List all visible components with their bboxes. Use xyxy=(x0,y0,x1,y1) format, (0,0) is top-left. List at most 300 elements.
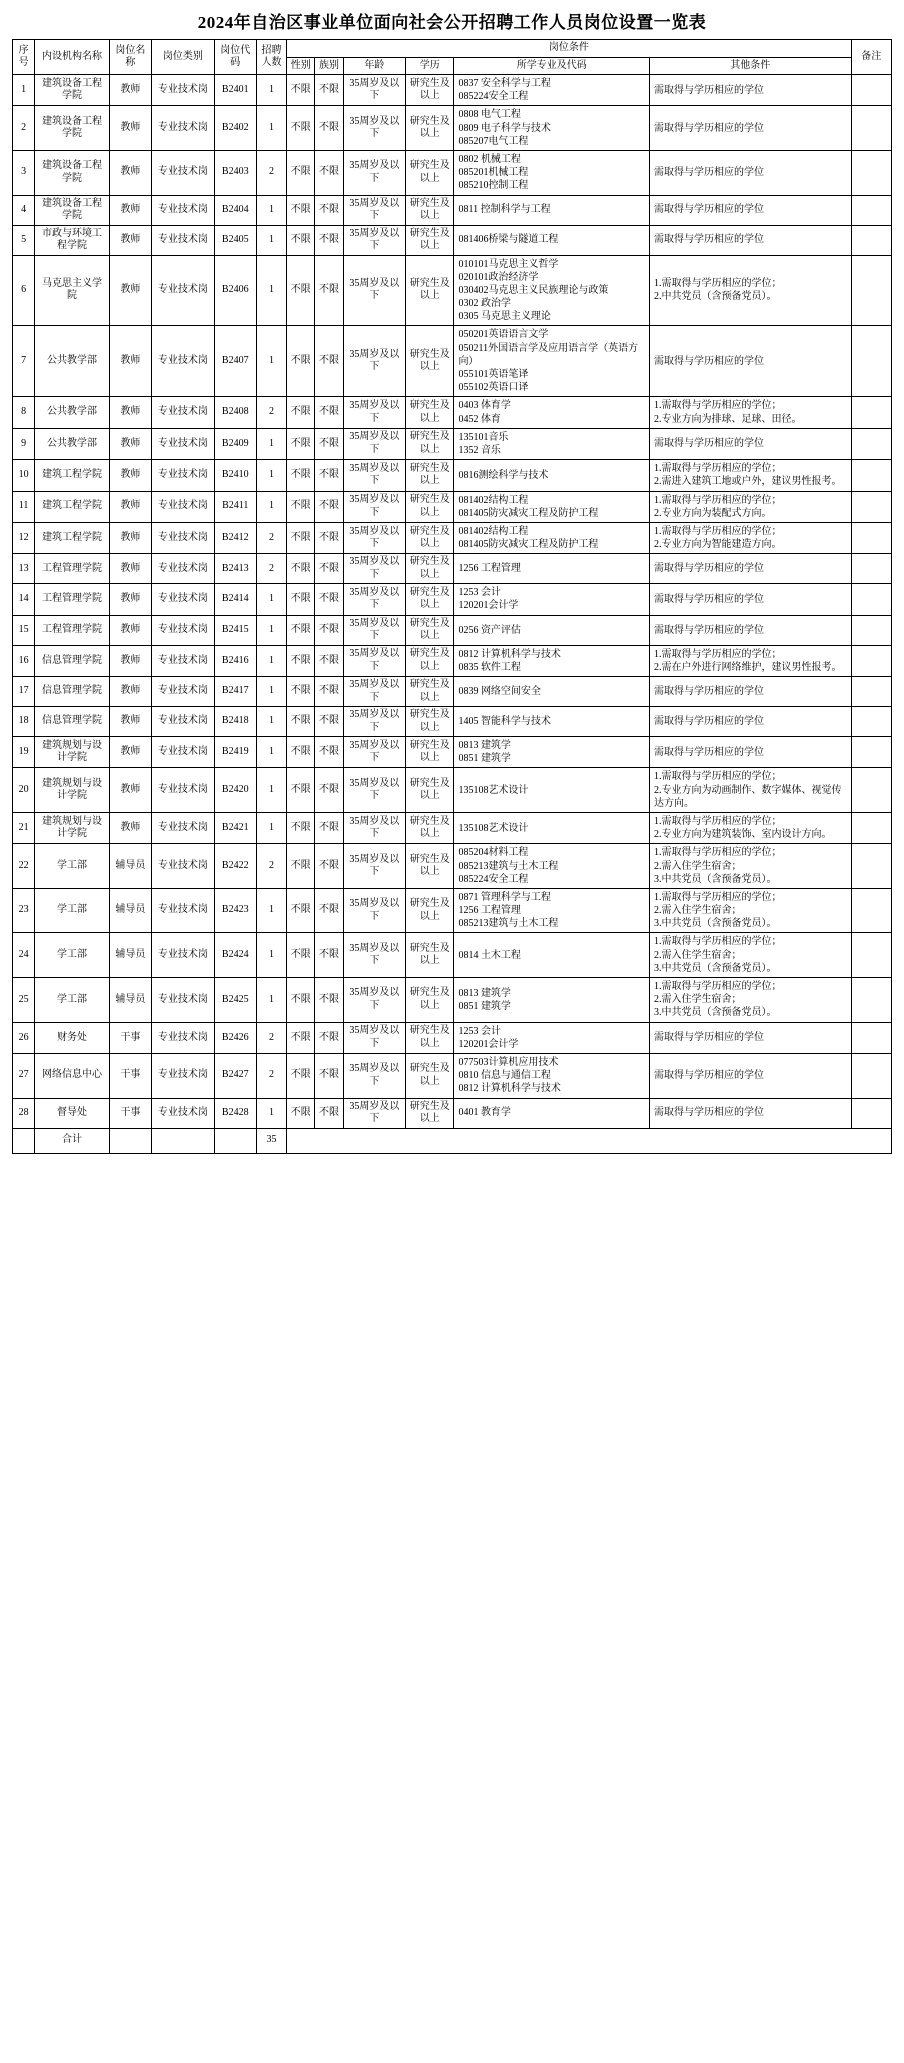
cell-sex: 不限 xyxy=(287,195,315,225)
cell-education: 研究生及以上 xyxy=(406,677,454,707)
cell-age: 35周岁及以下 xyxy=(343,75,405,106)
cell-post-code: B2425 xyxy=(214,978,256,1023)
cell-nation: 不限 xyxy=(315,75,343,106)
cell-recruit-num: 2 xyxy=(256,844,286,889)
cell-nation: 不限 xyxy=(315,645,343,676)
cell-other: 1.需取得与学历相应的学位； 2.专业方向为建筑装饰、室内设计方向。 xyxy=(649,812,851,843)
cell-post-type: 专业技术岗 xyxy=(152,812,214,843)
cell-org: 公共教学部 xyxy=(35,428,110,459)
cell-post-name: 教师 xyxy=(109,768,151,813)
cell-education: 研究生及以上 xyxy=(406,554,454,584)
cell-org: 建筑工程学院 xyxy=(35,522,110,553)
cell-other: 1.需取得与学历相应的学位； 2.专业方向为动画制作、数字媒体、视觉传达方向。 xyxy=(649,768,851,813)
cell-major: 081406桥梁与隧道工程 xyxy=(454,225,650,255)
col-post-type: 岗位类别 xyxy=(152,40,214,75)
cell-seq: 5 xyxy=(13,225,35,255)
cell-other: 需取得与学历相应的学位 xyxy=(649,707,851,737)
cell-post-type: 专业技术岗 xyxy=(152,615,214,645)
cell-other: 需取得与学历相应的学位 xyxy=(649,737,851,768)
cell-major: 1256 工程管理 xyxy=(454,554,650,584)
cell-post-code: B2410 xyxy=(214,460,256,491)
cell-post-name: 教师 xyxy=(109,460,151,491)
cell-other: 需取得与学历相应的学位 xyxy=(649,195,851,225)
cell-nation: 不限 xyxy=(315,978,343,1023)
cell-remark xyxy=(851,888,891,933)
cell-post-name: 干事 xyxy=(109,1022,151,1053)
cell-post-type: 专业技术岗 xyxy=(152,677,214,707)
cell-post-name: 干事 xyxy=(109,1053,151,1098)
cell-sex: 不限 xyxy=(287,522,315,553)
table-row xyxy=(13,491,892,522)
cell-org: 建筑设备工程学院 xyxy=(35,195,110,225)
cell-post-code: B2420 xyxy=(214,768,256,813)
col-group-condition: 岗位条件 xyxy=(287,40,851,58)
cell-age: 35周岁及以下 xyxy=(343,768,405,813)
cell-org: 网络信息中心 xyxy=(35,1053,110,1098)
cell-post-type: 专业技术岗 xyxy=(152,1098,214,1128)
cell-recruit-num: 1 xyxy=(256,255,286,326)
cell-post-type: 专业技术岗 xyxy=(152,195,214,225)
cell-remark xyxy=(851,491,891,522)
cell-post-name: 教师 xyxy=(109,615,151,645)
cell-sex: 不限 xyxy=(287,428,315,459)
cell-org: 工程管理学院 xyxy=(35,584,110,615)
cell-sex: 不限 xyxy=(287,584,315,615)
cell-post-code: B2422 xyxy=(214,844,256,889)
cell-major: 085204材料工程 085213建筑与土木工程 085224安全工程 xyxy=(454,844,650,889)
cell-org: 信息管理学院 xyxy=(35,645,110,676)
cell-age: 35周岁及以下 xyxy=(343,225,405,255)
cell-education: 研究生及以上 xyxy=(406,812,454,843)
cell-nation: 不限 xyxy=(315,326,343,397)
cell-seq: 6 xyxy=(13,255,35,326)
cell-age: 35周岁及以下 xyxy=(343,255,405,326)
cell-age: 35周岁及以下 xyxy=(343,150,405,195)
cell-post-code: B2424 xyxy=(214,933,256,978)
cell-remark xyxy=(851,615,891,645)
cell-nation: 不限 xyxy=(315,677,343,707)
cell-remark xyxy=(851,707,891,737)
cell-age: 35周岁及以下 xyxy=(343,460,405,491)
cell-age: 35周岁及以下 xyxy=(343,615,405,645)
cell-recruit-num: 1 xyxy=(256,645,286,676)
col-sex: 性别 xyxy=(287,57,315,75)
cell-education: 研究生及以上 xyxy=(406,737,454,768)
cell-sex: 不限 xyxy=(287,225,315,255)
cell-education: 研究生及以上 xyxy=(406,844,454,889)
cell-other: 1.需取得与学历相应的学位； 2.需入住学生宿舍； 3.中共党员（含预备党员）。 xyxy=(649,844,851,889)
cell-remark xyxy=(851,428,891,459)
table-row xyxy=(13,615,892,645)
cell-recruit-num: 1 xyxy=(256,106,286,151)
cell-seq: 8 xyxy=(13,397,35,428)
cell-education: 研究生及以上 xyxy=(406,1022,454,1053)
cell-post-type: 专业技术岗 xyxy=(152,255,214,326)
cell-nation: 不限 xyxy=(315,1053,343,1098)
cell-nation: 不限 xyxy=(315,1022,343,1053)
cell-post-type: 专业技术岗 xyxy=(152,888,214,933)
cell-nation: 不限 xyxy=(315,888,343,933)
header-group-row xyxy=(13,40,892,58)
cell-seq: 24 xyxy=(13,933,35,978)
cell-recruit-num: 1 xyxy=(256,1098,286,1128)
cell-post-code: B2426 xyxy=(214,1022,256,1053)
cell-org: 建筑设备工程学院 xyxy=(35,75,110,106)
cell-major: 0814 土木工程 xyxy=(454,933,650,978)
cell-education: 研究生及以上 xyxy=(406,106,454,151)
cell-org: 学工部 xyxy=(35,978,110,1023)
cell-nation: 不限 xyxy=(315,615,343,645)
cell-other: 需取得与学历相应的学位 xyxy=(649,75,851,106)
cell-post-name: 教师 xyxy=(109,195,151,225)
cell-org: 市政与环境工程学院 xyxy=(35,225,110,255)
col-recruit-num: 招聘人数 xyxy=(256,40,286,75)
cell-post-name: 教师 xyxy=(109,677,151,707)
table-row xyxy=(13,554,892,584)
cell-post-name: 辅导员 xyxy=(109,888,151,933)
cell-seq: 13 xyxy=(13,554,35,584)
cell-post-type: 专业技术岗 xyxy=(152,460,214,491)
cell-education: 研究生及以上 xyxy=(406,460,454,491)
cell-education: 研究生及以上 xyxy=(406,428,454,459)
cell-age: 35周岁及以下 xyxy=(343,428,405,459)
cell-seq: 10 xyxy=(13,460,35,491)
table-row xyxy=(13,195,892,225)
cell-education: 研究生及以上 xyxy=(406,195,454,225)
cell-post-name: 教师 xyxy=(109,397,151,428)
cell-nation: 不限 xyxy=(315,584,343,615)
cell-remark xyxy=(851,1098,891,1128)
cell-sex: 不限 xyxy=(287,978,315,1023)
cell-remark xyxy=(851,326,891,397)
cell-post-type: 专业技术岗 xyxy=(152,737,214,768)
cell-major: 081402结构工程 081405防灾减灾工程及防护工程 xyxy=(454,491,650,522)
cell-sex: 不限 xyxy=(287,615,315,645)
cell-nation: 不限 xyxy=(315,844,343,889)
cell-org: 工程管理学院 xyxy=(35,554,110,584)
cell-major: 0812 计算机科学与技术 0835 软件工程 xyxy=(454,645,650,676)
table-row xyxy=(13,933,892,978)
cell-remark xyxy=(851,677,891,707)
cell-other: 需取得与学历相应的学位 xyxy=(649,1053,851,1098)
cell-education: 研究生及以上 xyxy=(406,1053,454,1098)
table-row xyxy=(13,106,892,151)
cell-post-name: 教师 xyxy=(109,255,151,326)
cell-seq: 28 xyxy=(13,1098,35,1128)
cell-sex: 不限 xyxy=(287,491,315,522)
cell-major: 0839 网络空间安全 xyxy=(454,677,650,707)
cell-post-name: 教师 xyxy=(109,554,151,584)
cell-education: 研究生及以上 xyxy=(406,75,454,106)
cell-age: 35周岁及以下 xyxy=(343,707,405,737)
cell-age: 35周岁及以下 xyxy=(343,397,405,428)
cell-age: 35周岁及以下 xyxy=(343,584,405,615)
table-row xyxy=(13,460,892,491)
cell-recruit-num: 1 xyxy=(256,888,286,933)
cell-post-name: 教师 xyxy=(109,812,151,843)
cell-post-name: 辅导员 xyxy=(109,933,151,978)
cell-age: 35周岁及以下 xyxy=(343,888,405,933)
cell-other: 需取得与学历相应的学位 xyxy=(649,150,851,195)
cell-age: 35周岁及以下 xyxy=(343,522,405,553)
cell-age: 35周岁及以下 xyxy=(343,978,405,1023)
cell-age: 35周岁及以下 xyxy=(343,645,405,676)
cell-education: 研究生及以上 xyxy=(406,255,454,326)
table-row xyxy=(13,978,892,1023)
cell-sex: 不限 xyxy=(287,888,315,933)
cell-recruit-num: 1 xyxy=(256,225,286,255)
cell-post-name: 教师 xyxy=(109,522,151,553)
cell-remark xyxy=(851,1022,891,1053)
cell-recruit-num: 1 xyxy=(256,615,286,645)
cell-post-name: 教师 xyxy=(109,225,151,255)
cell-remark xyxy=(851,460,891,491)
table-header xyxy=(13,40,892,75)
cell-education: 研究生及以上 xyxy=(406,707,454,737)
cell-post-code: B2415 xyxy=(214,615,256,645)
cell-sex: 不限 xyxy=(287,255,315,326)
cell-post-type: 专业技术岗 xyxy=(152,522,214,553)
cell-remark xyxy=(851,844,891,889)
cell-seq: 16 xyxy=(13,645,35,676)
cell-nation: 不限 xyxy=(315,554,343,584)
cell-other: 1.需取得与学历相应的学位； 2.专业方向为智能建造方向。 xyxy=(649,522,851,553)
cell-recruit-num: 1 xyxy=(256,195,286,225)
cell-nation: 不限 xyxy=(315,460,343,491)
cell-recruit-num: 2 xyxy=(256,1053,286,1098)
col-remark: 备注 xyxy=(851,40,891,75)
cell-other: 需取得与学历相应的学位 xyxy=(649,428,851,459)
cell-nation: 不限 xyxy=(315,150,343,195)
cell-post-type: 专业技术岗 xyxy=(152,1022,214,1053)
cell-recruit-num: 2 xyxy=(256,522,286,553)
cell-other: 需取得与学历相应的学位 xyxy=(649,326,851,397)
cell-remark xyxy=(851,554,891,584)
cell-major: 1405 智能科学与技术 xyxy=(454,707,650,737)
cell-post-name: 教师 xyxy=(109,326,151,397)
col-other: 其他条件 xyxy=(649,57,851,75)
cell-post-name: 教师 xyxy=(109,491,151,522)
cell-post-code: B2421 xyxy=(214,812,256,843)
cell-major: 1253 会计 120201会计学 xyxy=(454,584,650,615)
cell-sex: 不限 xyxy=(287,150,315,195)
cell-recruit-num: 1 xyxy=(256,460,286,491)
cell-recruit-num: 1 xyxy=(256,933,286,978)
cell-major: 0808 电气工程 0809 电子科学与技术 085207电气工程 xyxy=(454,106,650,151)
cell-education: 研究生及以上 xyxy=(406,768,454,813)
cell-nation: 不限 xyxy=(315,225,343,255)
cell-seq: 11 xyxy=(13,491,35,522)
cell-recruit-num: 1 xyxy=(256,677,286,707)
cell-remark xyxy=(851,106,891,151)
cell-remark xyxy=(851,75,891,106)
cell-education: 研究生及以上 xyxy=(406,225,454,255)
cell-sex: 不限 xyxy=(287,1022,315,1053)
cell-seq: 1 xyxy=(13,75,35,106)
cell-sex: 不限 xyxy=(287,75,315,106)
cell-other: 需取得与学历相应的学位 xyxy=(649,584,851,615)
cell-sex: 不限 xyxy=(287,768,315,813)
cell-seq: 18 xyxy=(13,707,35,737)
cell-post-type: 专业技术岗 xyxy=(152,225,214,255)
cell-major: 1253 会计 120201会计学 xyxy=(454,1022,650,1053)
cell-post-type: 专业技术岗 xyxy=(152,978,214,1023)
cell-post-name: 教师 xyxy=(109,645,151,676)
cell-post-code: B2427 xyxy=(214,1053,256,1098)
cell-post-type: 专业技术岗 xyxy=(152,428,214,459)
cell-other: 需取得与学历相应的学位 xyxy=(649,225,851,255)
cell-nation: 不限 xyxy=(315,106,343,151)
cell-major: 0837 安全科学与工程 085224安全工程 xyxy=(454,75,650,106)
cell-org: 马克思主义学院 xyxy=(35,255,110,326)
cell-major: 0811 控制科学与工程 xyxy=(454,195,650,225)
cell-age: 35周岁及以下 xyxy=(343,1053,405,1098)
table-row xyxy=(13,645,892,676)
cell-sex: 不限 xyxy=(287,106,315,151)
cell-post-code: B2404 xyxy=(214,195,256,225)
cell-major: 0813 建筑学 0851 建筑学 xyxy=(454,978,650,1023)
table-row xyxy=(13,428,892,459)
cell-post-name: 辅导员 xyxy=(109,844,151,889)
table-row xyxy=(13,522,892,553)
total-row xyxy=(13,1128,892,1153)
cell-education: 研究生及以上 xyxy=(406,978,454,1023)
cell-org: 公共教学部 xyxy=(35,397,110,428)
cell-org: 建筑设备工程学院 xyxy=(35,150,110,195)
cell-remark xyxy=(851,933,891,978)
cell-nation: 不限 xyxy=(315,737,343,768)
cell-remark xyxy=(851,225,891,255)
cell-org: 建筑规划与设计学院 xyxy=(35,812,110,843)
cell-post-name: 辅导员 xyxy=(109,978,151,1023)
total-value: 35 xyxy=(256,1128,286,1153)
cell-remark xyxy=(851,397,891,428)
total-empty-1 xyxy=(13,1128,35,1153)
cell-sex: 不限 xyxy=(287,737,315,768)
cell-seq: 27 xyxy=(13,1053,35,1098)
cell-post-type: 专业技术岗 xyxy=(152,491,214,522)
cell-remark xyxy=(851,255,891,326)
cell-post-code: B2412 xyxy=(214,522,256,553)
col-seq: 序号 xyxy=(13,40,35,75)
cell-seq: 20 xyxy=(13,768,35,813)
cell-other: 1.需取得与学历相应的学位； 2.需入住学生宿舍； 3.中共党员（含预备党员）。 xyxy=(649,933,851,978)
cell-nation: 不限 xyxy=(315,933,343,978)
cell-nation: 不限 xyxy=(315,707,343,737)
cell-recruit-num: 1 xyxy=(256,707,286,737)
cell-post-name: 教师 xyxy=(109,737,151,768)
cell-age: 35周岁及以下 xyxy=(343,1022,405,1053)
cell-org: 建筑工程学院 xyxy=(35,491,110,522)
cell-post-code: B2402 xyxy=(214,106,256,151)
cell-recruit-num: 1 xyxy=(256,584,286,615)
cell-major: 0256 资产评估 xyxy=(454,615,650,645)
cell-education: 研究生及以上 xyxy=(406,933,454,978)
total-label: 合计 xyxy=(35,1128,110,1153)
cell-sex: 不限 xyxy=(287,1098,315,1128)
table-body xyxy=(13,75,892,1129)
cell-post-code: B2428 xyxy=(214,1098,256,1128)
table-row xyxy=(13,150,892,195)
cell-recruit-num: 1 xyxy=(256,326,286,397)
table-footer xyxy=(13,1128,892,1153)
cell-remark xyxy=(851,737,891,768)
cell-education: 研究生及以上 xyxy=(406,326,454,397)
cell-sex: 不限 xyxy=(287,812,315,843)
cell-age: 35周岁及以下 xyxy=(343,106,405,151)
cell-remark xyxy=(851,1053,891,1098)
cell-other: 需取得与学历相应的学位 xyxy=(649,615,851,645)
cell-age: 35周岁及以下 xyxy=(343,1098,405,1128)
cell-post-code: B2409 xyxy=(214,428,256,459)
cell-other: 1.需取得与学历相应的学位； 2.需入住学生宿舍； 3.中共党员（含预备党员）。 xyxy=(649,888,851,933)
job-positions-table xyxy=(12,39,892,1154)
cell-education: 研究生及以上 xyxy=(406,645,454,676)
cell-org: 信息管理学院 xyxy=(35,707,110,737)
table-row xyxy=(13,75,892,106)
cell-org: 建筑设备工程学院 xyxy=(35,106,110,151)
cell-other: 需取得与学历相应的学位 xyxy=(649,554,851,584)
cell-major: 0403 体育学 0452 体育 xyxy=(454,397,650,428)
cell-seq: 17 xyxy=(13,677,35,707)
cell-sex: 不限 xyxy=(287,707,315,737)
cell-seq: 21 xyxy=(13,812,35,843)
cell-major: 135108艺术设计 xyxy=(454,768,650,813)
cell-sex: 不限 xyxy=(287,933,315,978)
cell-age: 35周岁及以下 xyxy=(343,677,405,707)
cell-seq: 7 xyxy=(13,326,35,397)
cell-post-type: 专业技术岗 xyxy=(152,1053,214,1098)
cell-sex: 不限 xyxy=(287,397,315,428)
cell-recruit-num: 1 xyxy=(256,491,286,522)
cell-post-code: B2418 xyxy=(214,707,256,737)
table-row xyxy=(13,326,892,397)
total-empty-5 xyxy=(287,1128,892,1153)
cell-nation: 不限 xyxy=(315,768,343,813)
cell-org: 学工部 xyxy=(35,888,110,933)
cell-sex: 不限 xyxy=(287,645,315,676)
col-education: 学历 xyxy=(406,57,454,75)
cell-other: 需取得与学历相应的学位 xyxy=(649,1098,851,1128)
cell-age: 35周岁及以下 xyxy=(343,812,405,843)
cell-other: 1.需取得与学历相应的学位； 2.需进入建筑工地或户外，建议男性报考。 xyxy=(649,460,851,491)
cell-post-name: 教师 xyxy=(109,584,151,615)
cell-nation: 不限 xyxy=(315,195,343,225)
cell-education: 研究生及以上 xyxy=(406,491,454,522)
cell-org: 学工部 xyxy=(35,844,110,889)
cell-other: 需取得与学历相应的学位 xyxy=(649,106,851,151)
cell-seq: 3 xyxy=(13,150,35,195)
col-org: 内设机构名称 xyxy=(35,40,110,75)
cell-post-name: 干事 xyxy=(109,1098,151,1128)
cell-org: 建筑规划与设计学院 xyxy=(35,768,110,813)
total-empty-2 xyxy=(109,1128,151,1153)
cell-major: 0816测绘科学与技术 xyxy=(454,460,650,491)
cell-age: 35周岁及以下 xyxy=(343,326,405,397)
cell-seq: 15 xyxy=(13,615,35,645)
cell-post-type: 专业技术岗 xyxy=(152,768,214,813)
cell-post-code: B2414 xyxy=(214,584,256,615)
cell-major: 050201英语语言文学 050211外国语言学及应用语言学（英语方向） 055101英语笔译 055102英语口译 xyxy=(454,326,650,397)
cell-post-code: B2417 xyxy=(214,677,256,707)
cell-education: 研究生及以上 xyxy=(406,150,454,195)
cell-remark xyxy=(851,812,891,843)
cell-education: 研究生及以上 xyxy=(406,522,454,553)
table-row xyxy=(13,737,892,768)
cell-nation: 不限 xyxy=(315,255,343,326)
cell-seq: 19 xyxy=(13,737,35,768)
cell-recruit-num: 1 xyxy=(256,428,286,459)
